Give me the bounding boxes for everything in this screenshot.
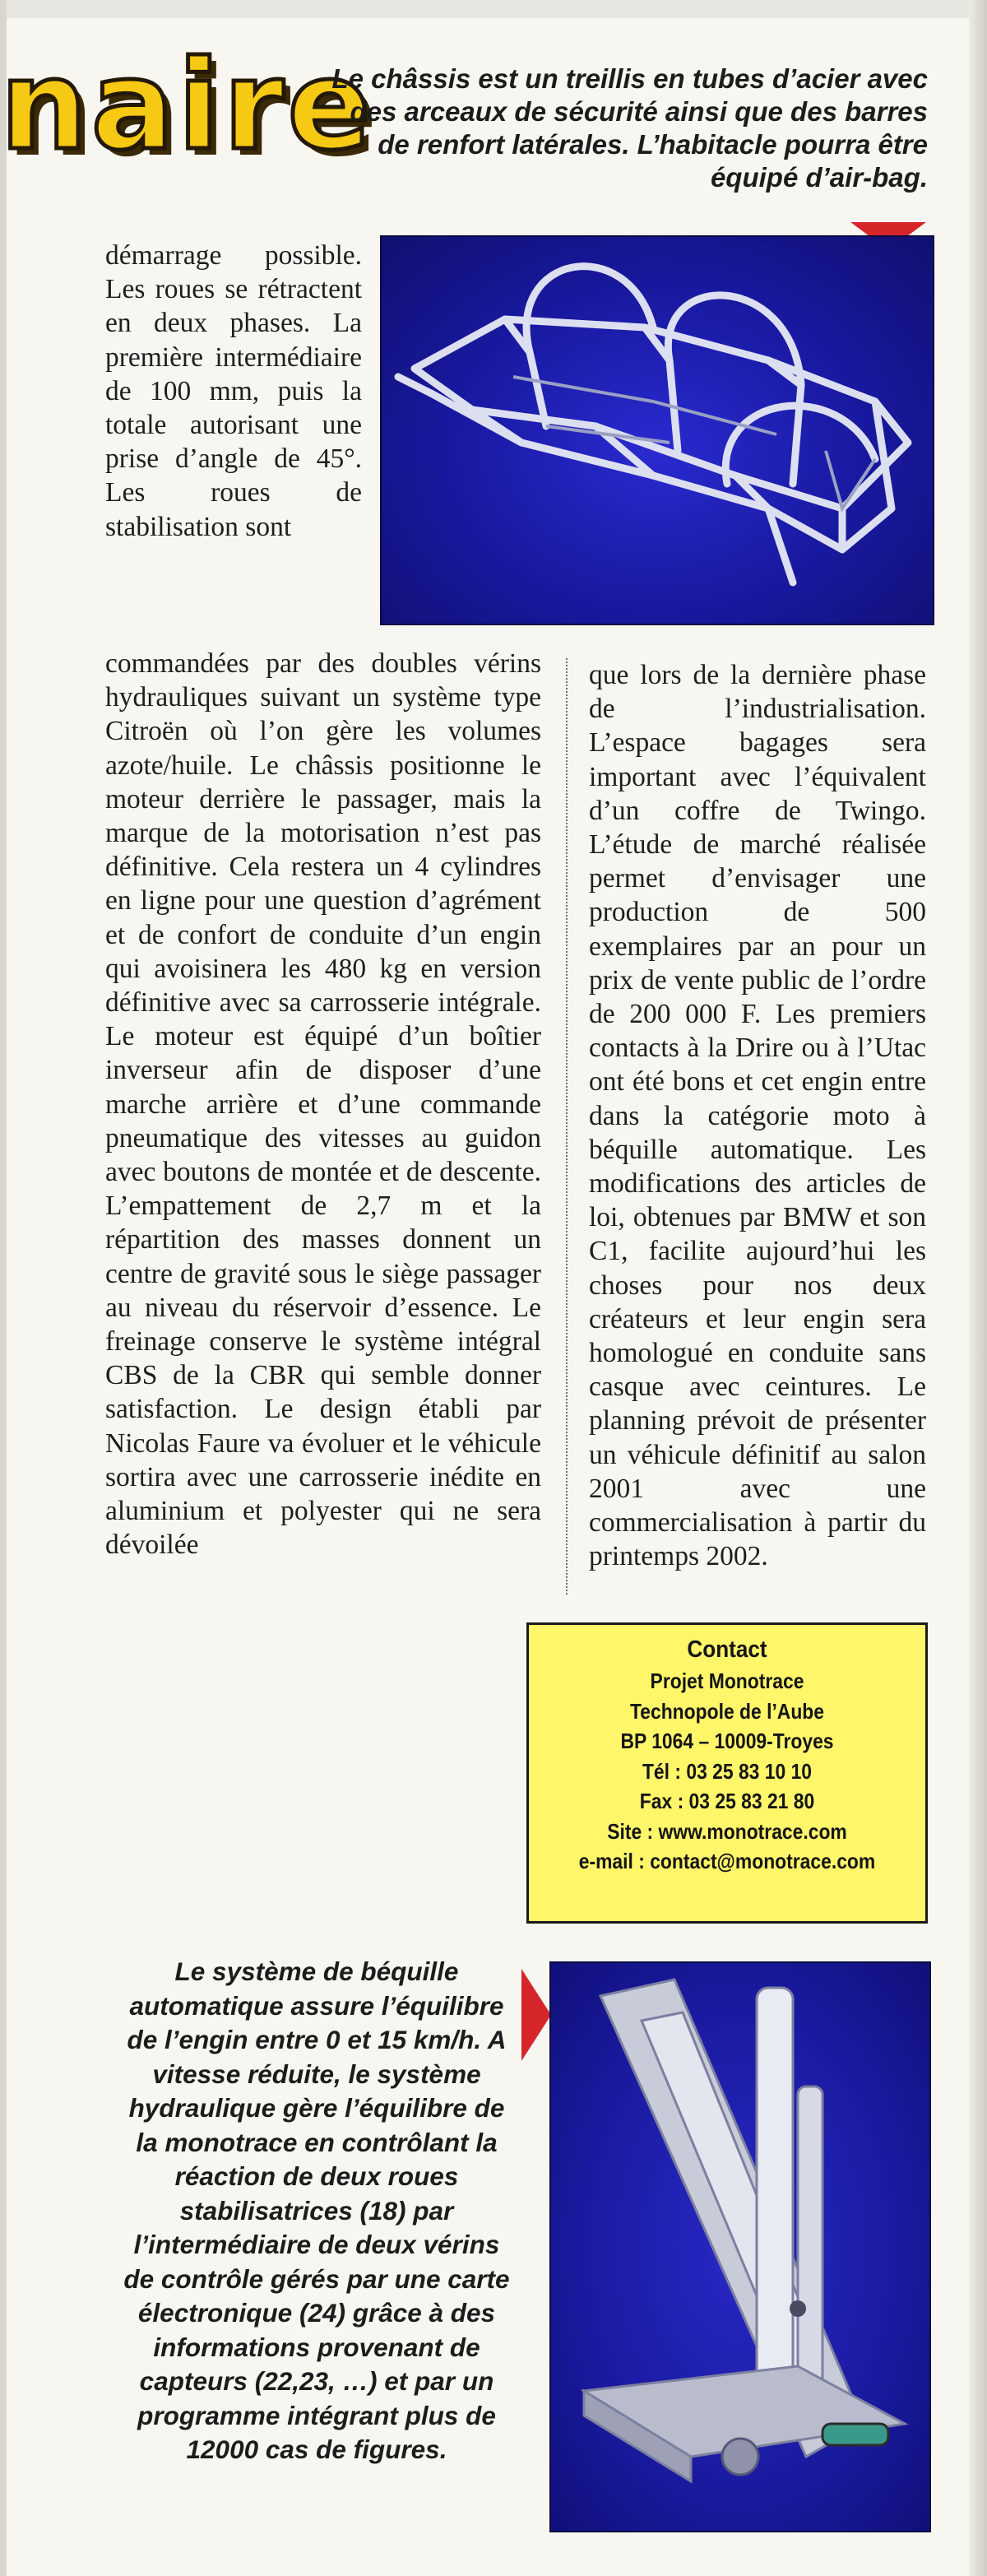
contact-address-1: Technopole de l’Aube — [629, 1698, 825, 1724]
contact-email: e-mail : contact@monotrace.com — [578, 1849, 876, 1873]
contact-address-2: BP 1064 – 10009-Troyes — [620, 1729, 834, 1753]
contact-project: Projet Monotrace — [650, 1669, 804, 1693]
article-paragraph: commandées par des doubles vérins hydrauliques suivant un système type Citroën où l’on gère les volumes azote/huile. Le châssis positionne le moteur derrière le passager, mais la marque de la motorisation n’est pas définitive. Cela restera un 4 cylindres en ligne pour une question d’agrément et de confort de conduite d’un engin qui avoisinera les 480 kg en version définitive avec sa carrosserie intégrale. Le moteur est équipé d’un boîtier inverseur afin de disposer d’une marche arrière et d’une commande pneumatique des vitesses au guidon avec boutons de montée et de descente. L’empattement de 2,7 m et la répartition des masses donnent un centre de gravité sous le siège passager au niveau du réservoir d’essence. Le freinage conserve le système intégral CBS de la CBR qui semble donner satisfaction. Le design établi par Nicolas Faure va évoluer et le véhicule sortira avec une carrosserie inédite en aluminium et polyester qui ne sera dévoilée — [105, 648, 541, 1561]
article-paragraph: démarrage possible. Les roues se rétractent en deux phases. La première intermédiaire de 100 mm, puis la totale autorisant une prise d’angle de 45°. Les roues de stabilisation sont — [105, 240, 362, 542]
stabilizer-strut-drawing — [551, 1963, 929, 2531]
chassis-frame-drawing — [382, 237, 933, 624]
contact-fax: Fax : 03 25 83 21 80 — [639, 1789, 815, 1813]
chassis-photo — [380, 235, 934, 625]
contact-website: Site : www.monotrace.com — [607, 1818, 847, 1844]
article-headline: naire — [0, 35, 375, 178]
article-column-intro — [105, 239, 362, 544]
contact-title: Contact — [687, 1636, 767, 1663]
chassis-caption: Le châssis est un treillis en tubes d’acier avec des arceaux de sécurité ainsi que des barres de renfort latérales. L’habitacle pourra être équipé d’air-bag. — [331, 63, 928, 193]
article-paragraph: que lors de la dernière phase de l’industrialisation. L’espace bagages sera important avec l’équivalent d’un coffre de Twingo. L’étude de marché réalisée permet d’envisager une production de 500 exemplaires par an pour un prix de vente public de l’ordre de 200 000 F. Les premiers contacts à la Drire ou à l’Utac ont été bons et cet engin entre dans la catégorie moto à béquille automatique. Les modifications des articles de loi, obtenues par BMW et son C1, facilite aujourd’hui les choses pour nos deux créateurs et leur engin sera homologué en conduite sans casque avec ceintures. Le planning prévoit de présenter un véhicule définitif au salon 2001 avec une commercialisation à partir du printemps 2002. — [589, 660, 926, 1572]
article-column-right — [589, 658, 926, 1573]
page-left-edge — [0, 0, 7, 2576]
article-column-left — [105, 647, 541, 1562]
page-right-edge — [969, 0, 987, 2576]
contact-box — [526, 1622, 928, 1924]
column-divider — [566, 658, 568, 1594]
bequille-caption: Le système de béquille automatique assure l’équilibre de l’engin entre 0 et 15 km/h. A vitesse réduite, le système hydraulique gère l’équilibre de la monotrace en contrôlant la réaction de deux roues stabilisatrices (18) par l’intermédiaire de deux vérins de contrôle gérés par une carte électronique (24) grâce à des informations provenant de capteurs (22,23, …) et par un programme intégrant plus de 12000 cas de figures. — [123, 1956, 510, 2464]
bequille-photo — [549, 1961, 931, 2532]
contact-phone: Tél : 03 25 83 10 10 — [642, 1758, 813, 1784]
page-top-margin — [0, 0, 987, 18]
caption-pointer-right-icon — [521, 1969, 551, 2061]
